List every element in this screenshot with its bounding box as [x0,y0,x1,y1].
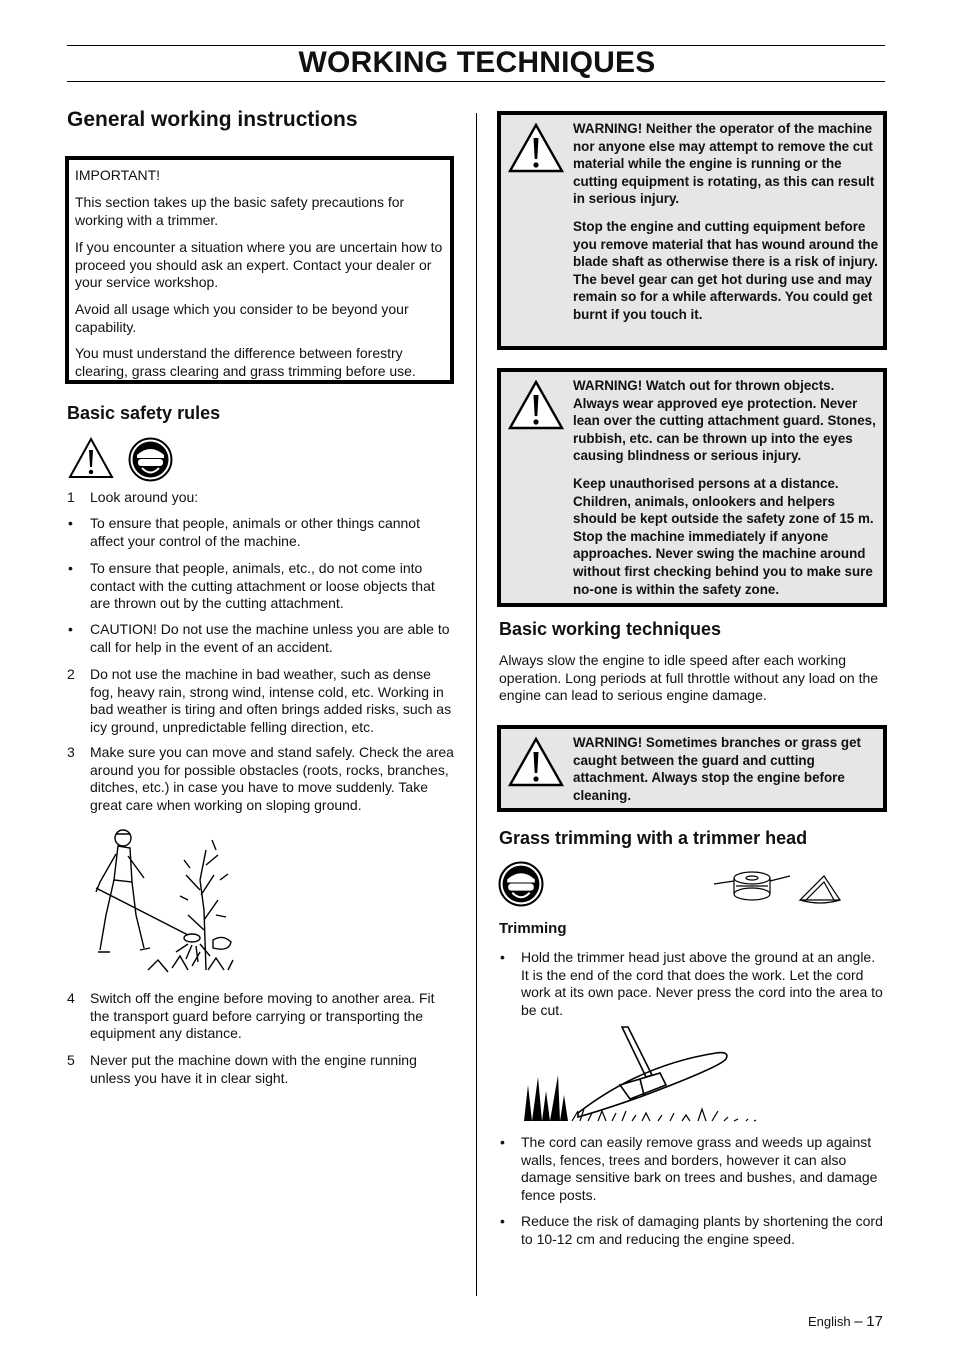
rule-number-3: 3 [67,744,75,760]
important-label: IMPORTANT! [75,167,161,183]
rule-1-text: Look around you: [90,489,199,505]
rule-1-bullet-2: To ensure that people, animals, etc., do not come into contact with the cutting attachment or loose objects that are thrown out by the cutting attachment. [90,560,435,611]
rule-number-5: 5 [67,1052,75,1068]
bullet: • [500,949,505,965]
trimmer-guard-icon [798,872,842,906]
warning-2-paragraph-2: Keep unauthorised persons at a distance. Children, animals, onlookers and helpers should be kept outside the safety zone of 15 m. Stop the machine immediately if anyone approaches. Never swing the machine around without first checking behind you to make sure no-one is within the safety zone. [573,476,874,597]
trimmer-angle-illustration [520,1025,760,1125]
bullet: • [68,515,73,531]
rule-number-4: 4 [67,990,75,1006]
rule-5-text: Never put the machine down with the engine running unless you have it in clear sight. [90,1052,417,1086]
trimming-bullet-2: The cord can easily remove grass and weeds up against walls, fences, trees and borders, however it can also damage sensitive bark on trees and bushes, and damage fence posts. [521,1134,878,1203]
working-techniques-text: Always slow the engine to idle speed after each working operation. Long periods at full throttle without any load on the engine can lead to serious engine damage. [499,652,879,703]
warning-triangle-icon [68,437,114,479]
warning-2-paragraph-1: WARNING! Watch out for thrown objects. Always wear approved eye protection. Never lean over the cutting attachment guard. Stones, rubbish, etc. can be thrown up into the eyes causing blindness or serious injury. [573,378,876,464]
important-box [65,156,454,384]
header-rule-bottom [67,81,885,82]
page-title: WORKING TECHNIQUES [298,46,656,79]
warning-box-cut-material [497,111,887,350]
footer-language: English [808,1314,851,1329]
rule-1-bullet-1: To ensure that people, animals or other things cannot affect your control of the machine. [90,515,420,549]
footer [808,1313,883,1330]
page-number: 17 [866,1313,883,1330]
bullet: • [500,1134,505,1150]
section-heading: General working instructions [67,108,358,131]
trimming-bullet-1: Hold the trimmer head just above the ground at an angle. It is the end of the cord that does the work. Let the cord work at its own pace. Never press the cord into the area to be cut. [521,949,883,1018]
warning-triangle-icon [508,123,564,173]
working-techniques-heading: Basic working techniques [499,619,722,639]
footer-dash: – [854,1313,863,1330]
bullet: • [68,560,73,576]
important-paragraph-3: Avoid all usage which you consider to be beyond your capability. [75,301,409,335]
warning-3-paragraph-1: WARNING! Sometimes branches or grass get caught between the guard and cutting attachment. Always stop the engine before cleaning. [573,735,861,803]
warning-triangle-icon [508,380,564,430]
rule-1-bullet-3: CAUTION! Do not use the machine unless you are able to call for help in the event of an accident. [90,621,450,655]
protective-gear-icon [498,861,544,907]
rule-number-2: 2 [67,666,75,682]
trimming-subheading: Trimming [499,920,567,937]
important-paragraph-4: You must understand the difference between forestry clearing, grass clearing and grass trimming before use. [75,345,416,379]
column-divider [476,113,477,1296]
rule-3-text: Make sure you can move and stand safely. Check the area around you for possible obstacles (roots, rocks, branches, ditches, etc.) in case you have to move suddenly. Take great care when working on sloping ground. [90,744,454,813]
trimming-bullet-3: Reduce the risk of damaging plants by shortening the cord to 10-12 cm and reducing the engine speed. [521,1213,883,1247]
warning-1-paragraph-2: Stop the engine and cutting equipment before you remove material that has wound around the blade shaft as otherwise there is a risk of injury. The bevel gear can get hot during use and may remain so for a while afterwards. You could get burnt if you touch it. [573,219,879,322]
operator-illustration [88,820,238,980]
important-paragraph-2: If you encounter a situation where you are uncertain how to proceed you should ask an expert. Contact your dealer or your service workshop. [75,239,443,290]
safety-rules-heading: Basic safety rules [67,403,221,423]
grass-trimming-heading: Grass trimming with a trimmer head [499,828,808,848]
important-paragraph-1: This section takes up the basic safety precautions for working with a trimmer. [75,194,405,228]
warning-1-paragraph-1: WARNING! Neither the operator of the machine nor anyone else may attempt to remove the cut material while the engine is running or the cutting equipment is rotating, as this can result in serious injury. [573,121,875,207]
bullet: • [68,621,73,637]
warning-triangle-icon [508,737,564,787]
protective-gear-icon [128,437,173,482]
rule-4-text: Switch off the engine before moving to another area. Fit the transport guard before carrying or transporting the equipment any distance. [90,990,435,1041]
warning-box-thrown-objects [497,368,887,607]
rule-number-1: 1 [67,489,75,505]
trimmer-head-icon [712,866,792,906]
rule-2-text: Do not use the machine in bad weather, such as dense fog, heavy rain, strong wind, intense cold, etc. Working in bad weather is tiring and often brings added risks, such as icy ground, unpredictable felling direction, etc. [90,666,452,735]
bullet: • [500,1213,505,1229]
warning-box-branches [497,725,887,812]
